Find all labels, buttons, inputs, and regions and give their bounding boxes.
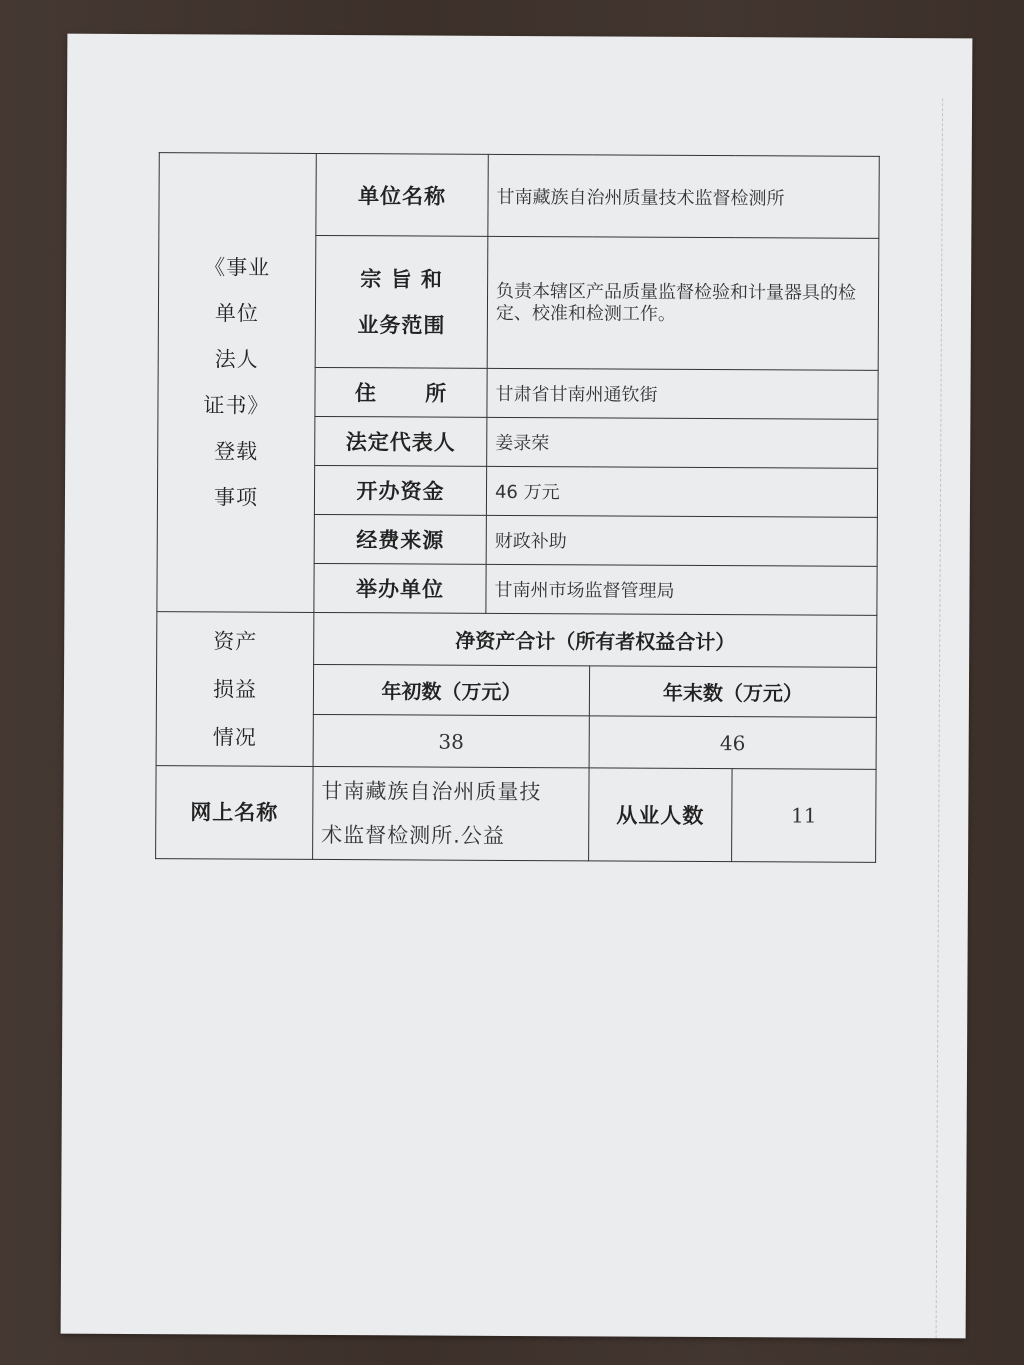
- paper-fold-line: [936, 98, 944, 1338]
- year-end-value: 46: [589, 716, 876, 770]
- online-name-value: 甘南藏族自治州质量技 术监督检测所.公益: [313, 766, 589, 860]
- certificate-table: [155, 152, 880, 863]
- address-value: 甘肃省甘南州通钦街: [487, 368, 878, 419]
- business-scope-value: 负责本辖区产品质量监督检验和计量器具的检定、校准和检测工作。: [487, 236, 879, 370]
- row-online-name: [156, 766, 876, 863]
- legal-rep-value: 姜录荣: [487, 417, 878, 468]
- funding-source-value: 财政补助: [486, 515, 877, 566]
- year-end-head: 年末数（万元）: [589, 666, 876, 718]
- business-scope-label: 宗 旨 和 业务范围: [315, 235, 488, 368]
- sponsor-label: 举办单位: [314, 563, 486, 613]
- row-net-assets-header: [157, 612, 877, 668]
- funding-source-label: 经费来源: [314, 514, 486, 564]
- section-registered-items-label: 《事业 单位 法人 证书》 登载 事项: [157, 153, 316, 613]
- staff-count-label: 从业人数: [589, 768, 732, 862]
- section-assets-label: 资产 损益 情况: [156, 612, 314, 767]
- paper-sheet: [61, 34, 973, 1339]
- address-label: 住 所: [315, 367, 487, 417]
- year-start-value: 38: [313, 714, 589, 767]
- row-unit-name: [159, 153, 879, 239]
- sponsor-value: 甘南州市场监督管理局: [486, 564, 877, 615]
- capital-label: 开办资金: [314, 465, 486, 515]
- staff-count-value: 11: [732, 769, 876, 863]
- year-start-head: 年初数（万元）: [313, 664, 589, 715]
- capital-value: 46 万元: [486, 466, 877, 517]
- unit-name-value: 甘南藏族自治州质量技术监督检测所: [488, 154, 879, 238]
- unit-name-label: 单位名称: [316, 153, 488, 236]
- legal-rep-label: 法定代表人: [315, 416, 487, 466]
- online-name-label: 网上名称: [156, 766, 313, 860]
- net-assets-header: 净资产合计（所有者权益合计）: [314, 612, 877, 667]
